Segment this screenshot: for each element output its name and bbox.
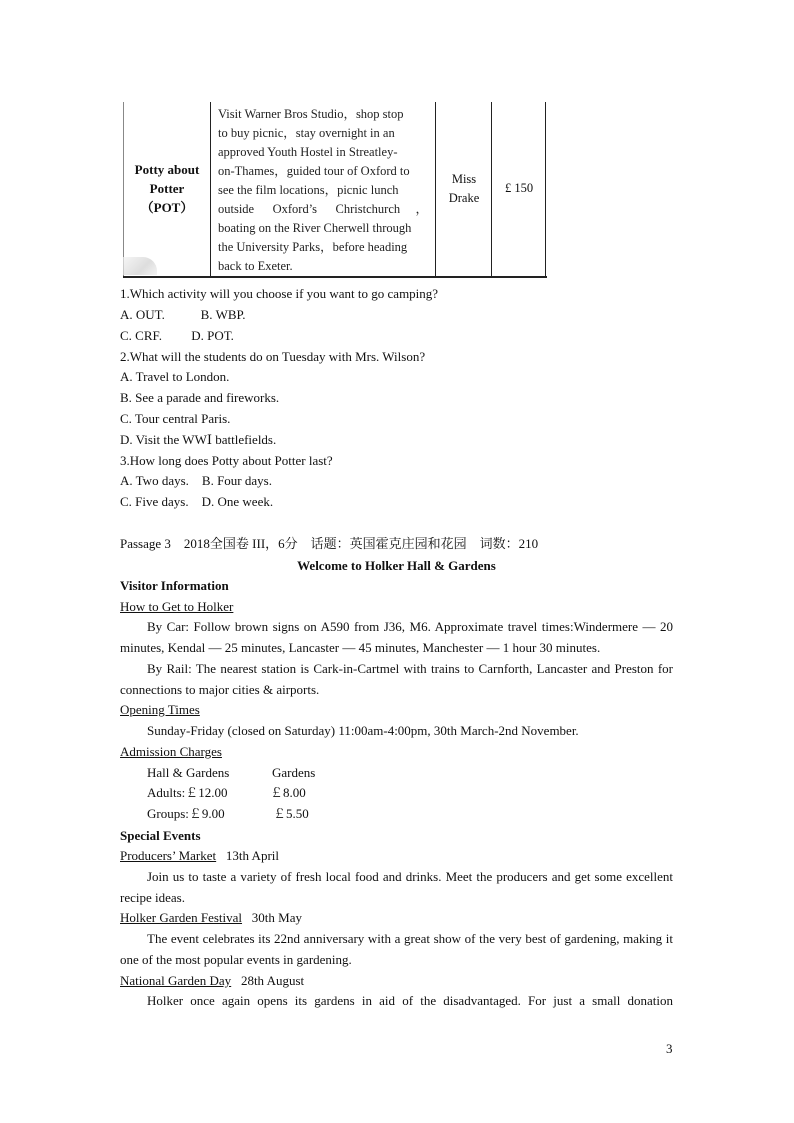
visitor-info-heading: Visitor Information [120, 578, 229, 593]
activity-leader: Miss Drake [448, 172, 480, 205]
event-2-heading: Holker Garden Festival 30th May [120, 910, 302, 925]
question-2-option-c: C. Tour central Paris. [120, 411, 231, 426]
event-1-text: Join us to taste a variety of fresh local food and drinks. Meet the producers and get some excellent recipe ideas. [120, 869, 673, 905]
by-car-paragraph: By Car: Follow brown signs on A590 from J36, M6. Approximate travel times:Windermere — 20 minutes, Kendal — 25 minutes, Lancaster — 45 minutes, Manchester — 1 hour 30 minutes. [120, 619, 673, 655]
question-1-options-b: C. CRF. D. POT. [120, 328, 234, 343]
question-2-option-b: B. See a parade and fireworks. [120, 390, 280, 405]
opening-times-text: Sunday-Friday (closed on Saturday) 11:00am-4:00pm, 30th March-2nd November. [147, 723, 579, 738]
question-2: 2.What will the students do on Tuesday with Mrs. Wilson? [120, 349, 426, 364]
table-bottom-border [123, 276, 547, 278]
question-3-options-b: C. Five days. D. One week. [120, 494, 274, 509]
question-2-option-a: A. Travel to London. [120, 369, 230, 384]
event-3-text: Holker once again opens its gardens in aid of the disadvantaged. For just a small donation [147, 993, 673, 1008]
activity-price: £ 150 [504, 181, 534, 195]
opening-times-heading: Opening Times [120, 702, 200, 717]
admission-charges-heading: Admission Charges [120, 744, 222, 759]
how-to-get-heading: How to Get to Holker [120, 599, 234, 614]
passage-title: Welcome to Holker Hall & Gardens [297, 558, 496, 573]
special-events-heading: Special Events [120, 828, 201, 843]
activity-name: Potty about Potter （POT） [134, 162, 200, 215]
activity-description: Visit Warner Bros Studio，shop stop to buy picnic，stay overnight in an approved Youth Hostel in Streatley- on-Thames，guided tour of Oxford to see the film locations，picnic lunch outside Oxford’s Christchurch， boating on the River Cherwell through the University Parks，before heading back to Exeter. [218, 107, 428, 273]
event-2-text: The event celebrates its 22nd anniversary with a great show of the very best of gardening, making it one of the most popular events in gardening. [120, 931, 673, 967]
event-1-heading: Producers’ Market 13th April [120, 848, 279, 863]
question-3-options-a: A. Two days. B. Four days. [120, 473, 272, 488]
passage-heading: Passage 3 2018全国卷 III，6分 话题：英国霍克庄园和花园 词数：210 [120, 536, 539, 551]
charges-groups-label: Groups:￡9.00 [147, 806, 225, 821]
event-3-heading: National Garden Day 28th August [120, 973, 305, 988]
by-rail-paragraph: By Rail: The nearest station is Cark-in-Cartmel with trains to Carnforth, Lancaster and Preston for connections to major cities & airports. [120, 661, 673, 697]
question-3: 3.How long does Potty about Potter last? [120, 453, 333, 468]
activity-table-fragment [123, 102, 547, 276]
charges-header-gardens: Gardens [272, 765, 316, 780]
question-2-option-d: D. Visit the WWⅠ battlefields. [120, 432, 277, 447]
scan-artifact [123, 257, 157, 275]
page-number: 3 [666, 1041, 673, 1056]
charges-header-hall: Hall & Gardens [147, 765, 230, 780]
charges-adults-gardens: ￡8.00 [270, 785, 306, 800]
charges-groups-gardens: ￡5.50 [273, 806, 309, 821]
question-1-options-a: A. OUT. B. WBP. [120, 307, 246, 322]
charges-adults-label: Adults:￡12.00 [147, 785, 228, 800]
question-1: 1.Which activity will you choose if you want to go camping? [120, 286, 439, 301]
